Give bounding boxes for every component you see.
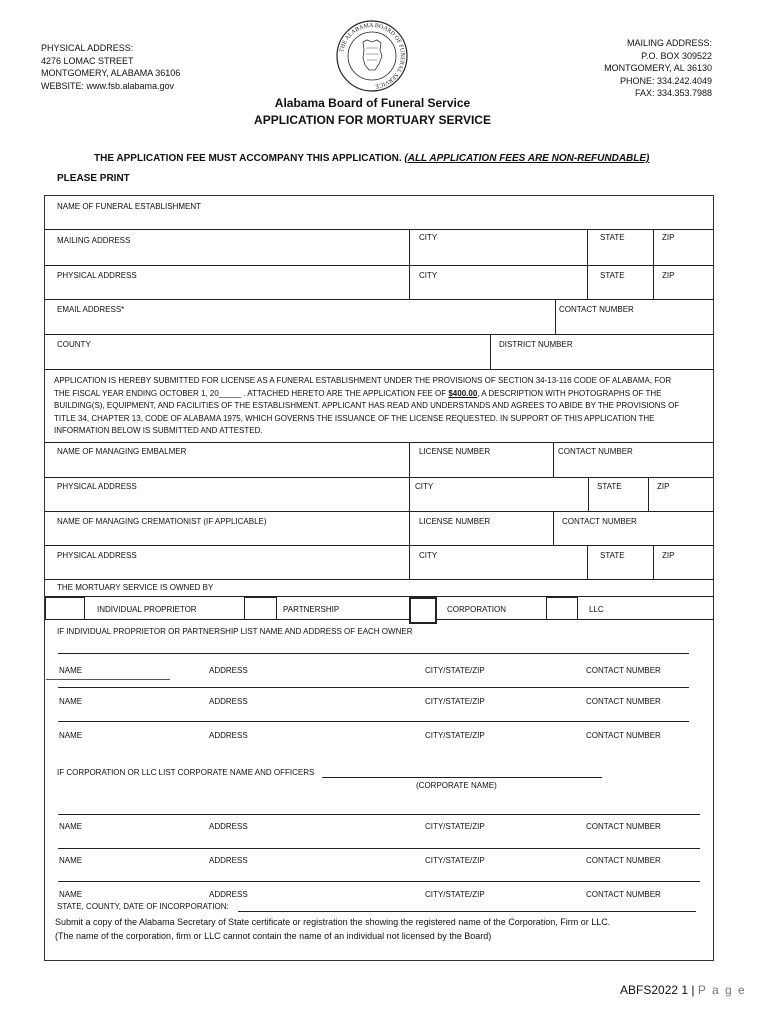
llc-checkbox[interactable] [546, 597, 578, 620]
physical-city-field[interactable]: CITY [419, 271, 438, 280]
corporation-checkbox[interactable] [409, 597, 437, 624]
mailing-address-field[interactable]: MAILING ADDRESS [57, 236, 131, 245]
physical-city: MONTGOMERY, ALABAMA 36106 [41, 68, 181, 78]
incorporation-line[interactable] [238, 911, 696, 912]
officer-2-city-label: CITY/STATE/ZIP [425, 856, 485, 865]
officer-entry-line[interactable] [58, 814, 700, 815]
owners-instruction: IF INDIVIDUAL PROPRIETOR OR PARTNERSHIP LIST NAME AND ADDRESS OF EACH OWNER [57, 627, 413, 636]
owner-2-contact-label: CONTACT NUMBER [586, 697, 661, 706]
mailing-address-label: MAILING ADDRESS: [626, 38, 712, 48]
owner-entry-line[interactable] [58, 653, 689, 654]
county-field[interactable]: COUNTY [57, 340, 91, 349]
district-number-field[interactable]: DISTRICT NUMBER [499, 340, 573, 349]
owner-1-address-label: ADDRESS [209, 666, 248, 675]
llc-label: LLC [589, 605, 604, 614]
page-footer [620, 983, 746, 997]
corporate-name-line[interactable] [322, 777, 602, 778]
owner-3-address-label: ADDRESS [209, 731, 248, 740]
owner-entry-line[interactable] [58, 687, 689, 688]
owner-2-address-label: ADDRESS [209, 697, 248, 706]
mailing-city-field[interactable]: CITY [419, 233, 438, 242]
seal-text: THE ALABAMA BOARD OF FUNERAL SERVICE [339, 22, 406, 89]
fee-notice: THE APPLICATION FEE MUST ACCOMPANY THIS APPLICATION. (ALL APPLICATION FEES ARE NON-REFUNDABLE) [94, 153, 650, 164]
managing-embalmer-field[interactable]: NAME OF MANAGING EMBALMER [57, 447, 187, 456]
officer-entry-line[interactable] [58, 881, 700, 882]
phone: PHONE: 334.242.4049 [619, 75, 712, 86]
embalmer-state-field[interactable]: STATE [597, 482, 622, 491]
form-title: APPLICATION FOR MORTUARY SERVICE [254, 113, 491, 127]
officer-1-city-label: CITY/STATE/ZIP [425, 822, 485, 831]
submit-instructions: Submit a copy of the Alabama Secretary of State certificate or registration the showing the registered name of the Corporation, Firm or LLC. (The name of the corporation, firm or LLC cannot contain the name of an individual not licensed by the Board) [55, 917, 611, 941]
board-name: Alabama Board of Funeral Service [274, 96, 471, 110]
managing-cremationist-field[interactable]: NAME OF MANAGING CREMATIONIST (IF APPLICABLE) [57, 517, 267, 526]
website: WEBSITE: www.fsb.alabama.gov [41, 80, 175, 91]
mailing-city: MONTGOMERY, AL 36130 [604, 63, 712, 73]
officer-3-contact-label: CONTACT NUMBER [586, 890, 661, 899]
embalmer-license-field[interactable]: LICENSE NUMBER [419, 447, 491, 456]
officer-entry-line[interactable] [58, 848, 700, 849]
mailing-zip-field[interactable]: ZIP [662, 233, 675, 242]
officer-2-contact-label: CONTACT NUMBER [586, 856, 661, 865]
board-seal-icon [336, 20, 408, 92]
owner-3-name-label: NAME [59, 731, 83, 740]
owner-3-contact-label: CONTACT NUMBER [586, 731, 661, 740]
contact-number-field[interactable]: CONTACT NUMBER [559, 305, 634, 314]
partnership-label: PARTNERSHIP [283, 605, 340, 614]
physical-zip-field[interactable]: ZIP [662, 271, 675, 280]
officer-1-address-label: ADDRESS [209, 822, 248, 831]
physical-state-field[interactable]: STATE [600, 271, 625, 280]
establishment-name-field[interactable]: NAME OF FUNERAL ESTABLISHMENT [57, 202, 202, 211]
page-number: 1 [681, 983, 689, 997]
cremationist-city-field[interactable]: CITY [419, 551, 438, 560]
corp-instruction: IF CORPORATION OR LLC LIST CORPORATE NAME AND OFFICERS [57, 768, 315, 777]
owner-3-city-label: CITY/STATE/ZIP [425, 731, 485, 740]
owner-2-city-label: CITY/STATE/ZIP [425, 697, 485, 706]
owner-1-name-label: NAME [59, 666, 83, 675]
fax: FAX: 334.353.7988 [634, 88, 712, 98]
cremationist-contact-field[interactable]: CONTACT NUMBER [562, 517, 637, 526]
officer-3-address-label: ADDRESS [209, 890, 248, 899]
partnership-checkbox[interactable] [244, 597, 277, 620]
svg-text:THE ALABAMA BOARD OF FUNERAL S [339, 23, 405, 89]
cremationist-license-field[interactable]: LICENSE NUMBER [419, 517, 491, 526]
physical-address-field[interactable]: PHYSICAL ADDRESS [57, 271, 137, 280]
individual-proprietor-checkbox[interactable] [45, 597, 85, 620]
owned-by-label: THE MORTUARY SERVICE IS OWNED BY [57, 583, 214, 592]
individual-proprietor-label: INDIVIDUAL PROPRIETOR [97, 605, 197, 614]
non-refundable-note: (ALL APPLICATION FEES ARE NON-REFUNDABLE) [404, 153, 650, 164]
owner-2-name-label: NAME [59, 697, 83, 706]
officer-1-contact-label: CONTACT NUMBER [586, 822, 661, 831]
cremationist-address-field[interactable]: PHYSICAL ADDRESS [57, 551, 137, 560]
declaration-paragraph: APPLICATION IS HEREBY SUBMITTED FOR LICENSE AS A FUNERAL ESTABLISHMENT UNDER THE PROVISIONS OF SECTION 34-13-116 CODE OF ALABAMA, FOR THE FISCAL YEAR ENDING OCTOBER 1, 20_____ . ATTACHED HERETO ARE THE APPLICATION FEE OF $400.00, A DESCRIPTION WITH PHOTOGRAPHS OF THE BUILDING(S), EQUIPMENT, AND FACILITIES OF THE ESTABLISHMENT. APPLICANT HAS READ AND UNDERSTANDS AND AGREES TO ABIDE BY THE PROVISIONS OF TITLE 34, CHAPTER 13, CODE OF ALABAMA 1975, WHICH GOVERNS THE ISSUANCE OF THE LICENSE REQUESTED. IN SUPPORT OF THIS APPLICATION THE INFORMATION BELOW IS SUBMITTED AND ATTESTED. [54, 376, 680, 436]
corporation-label: CORPORATION [447, 605, 506, 614]
fee-amount: $400.00 [448, 388, 478, 398]
mailing-state-field[interactable]: STATE [600, 233, 625, 242]
page-separator: | [691, 983, 695, 997]
page-word: P a g e [697, 983, 747, 997]
please-print: PLEASE PRINT [57, 173, 130, 184]
officer-2-name-label: NAME [59, 856, 83, 865]
cremationist-state-field[interactable]: STATE [600, 551, 625, 560]
state-county-date-label: STATE, COUNTY, DATE OF INCORPORATION: [57, 902, 229, 911]
owner-entry-line[interactable] [58, 721, 689, 722]
cremationist-zip-field[interactable]: ZIP [662, 551, 675, 560]
form-code: ABFS2022 [620, 983, 679, 997]
owner-1-city-label: CITY/STATE/ZIP [425, 666, 485, 675]
embalmer-contact-field[interactable]: CONTACT NUMBER [558, 447, 633, 456]
po-box: P.O. BOX 309522 [641, 50, 712, 61]
physical-address-label: PHYSICAL ADDRESS: [41, 43, 134, 53]
embalmer-zip-field[interactable]: ZIP [657, 482, 670, 491]
officer-3-city-label: CITY/STATE/ZIP [425, 890, 485, 899]
officer-2-address-label: ADDRESS [209, 856, 248, 865]
embalmer-address-field[interactable]: PHYSICAL ADDRESS [57, 482, 137, 491]
owner-1-contact-label: CONTACT NUMBER [586, 666, 661, 675]
corporate-name-label: (CORPORATE NAME) [416, 781, 497, 790]
officer-1-name-label: NAME [59, 822, 83, 831]
email-field[interactable]: EMAIL ADDRESS* [57, 305, 125, 314]
officer-3-name-label: NAME [59, 890, 83, 899]
embalmer-city-field[interactable]: CITY [415, 482, 434, 491]
physical-street: 4276 LOMAC STREET [41, 55, 134, 66]
